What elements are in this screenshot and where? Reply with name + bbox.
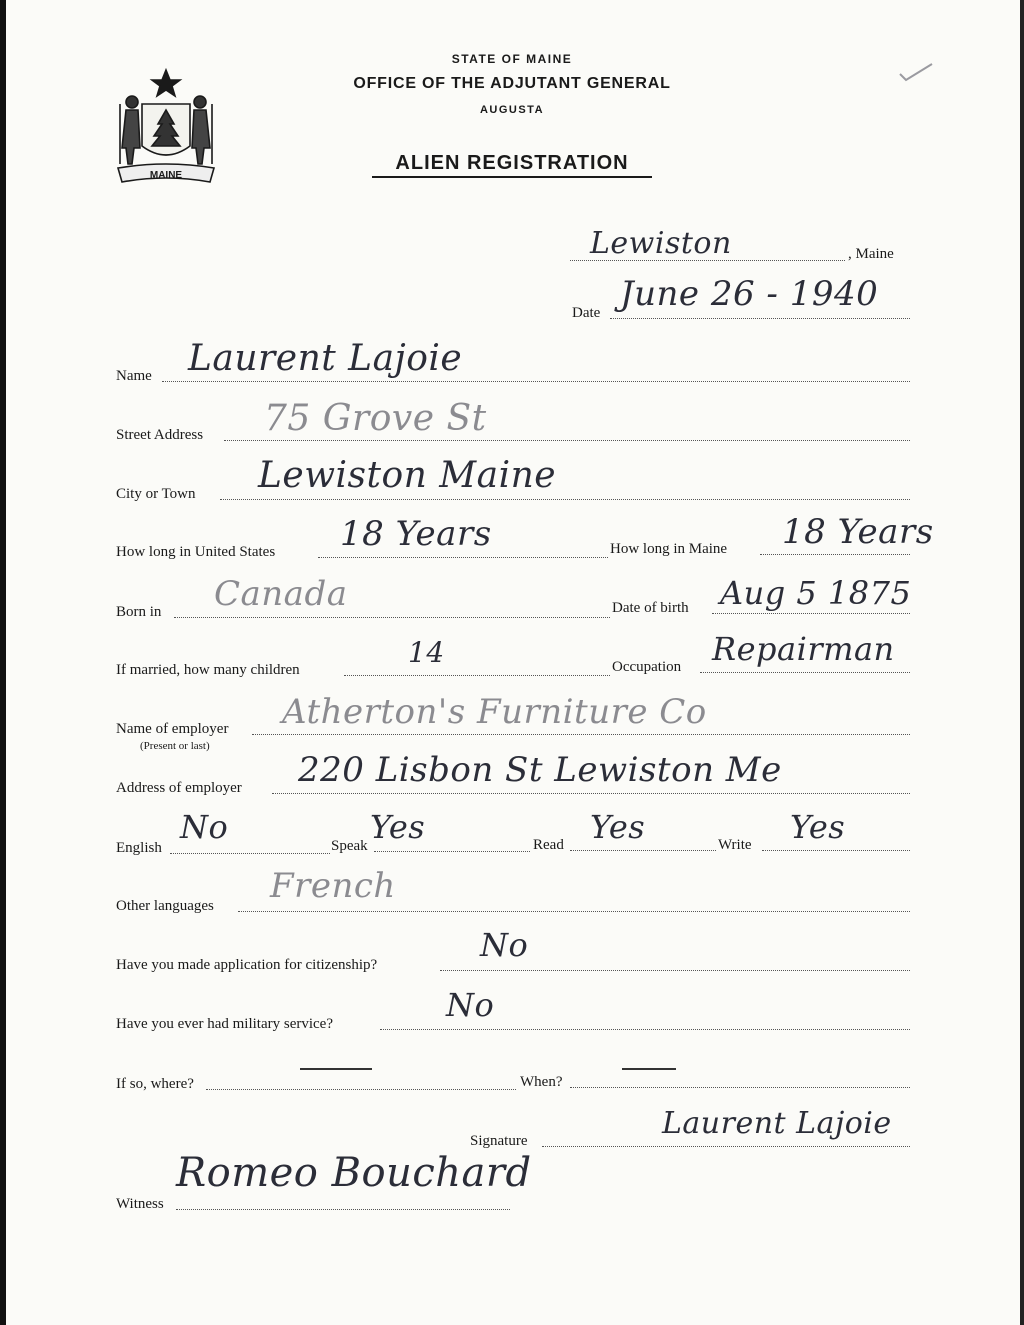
speak-line [374, 851, 530, 852]
write-value: Yes [790, 808, 846, 846]
military-line [380, 1029, 910, 1030]
occupation-value: Repairman [712, 630, 895, 668]
witness-line [176, 1209, 510, 1210]
citizenship-line [440, 970, 910, 971]
scan-edge-left [0, 0, 6, 1325]
signature-line [542, 1146, 910, 1147]
witness-label: Witness [116, 1196, 164, 1212]
read-line [570, 850, 716, 851]
english-value: No [180, 808, 229, 846]
military-label: Have you ever had military service? [116, 1016, 333, 1032]
english-line [170, 853, 330, 854]
dob-line [712, 613, 910, 614]
name-line [162, 381, 910, 382]
born-value: Canada [214, 574, 348, 614]
maine-value: 18 Years [782, 512, 934, 552]
date-value: June 26 - 1940 [620, 274, 879, 314]
employer-value: Atherton's Furniture Co [282, 692, 707, 732]
read-value: Yes [590, 808, 646, 846]
where-dash [300, 1068, 372, 1070]
other-lang-line [238, 911, 910, 912]
city-label: City or Town [116, 486, 196, 502]
occupation-line [700, 672, 910, 673]
us-line [318, 557, 608, 558]
header-city: AUGUSTA [479, 104, 545, 116]
employer-sublabel: (Present or last) [140, 740, 210, 752]
name-value: Laurent Lajoie [188, 338, 463, 379]
us-label: How long in United States [116, 544, 276, 560]
where-line [206, 1089, 516, 1090]
citizenship-label: Have you made application for citizenship? [116, 957, 378, 973]
title-underline [372, 176, 652, 178]
read-label: Read [533, 837, 564, 853]
place-value: Lewiston [590, 226, 732, 261]
date-label: Date [572, 305, 601, 321]
born-label: Born in [116, 604, 162, 620]
other-lang-label: Other languages [116, 898, 214, 914]
signature-label: Signature [470, 1133, 528, 1149]
children-line [344, 675, 610, 676]
header-office: OFFICE OF THE ADJUTANT GENERAL [353, 75, 671, 92]
military-value: No [446, 986, 495, 1024]
when-dash [622, 1068, 676, 1070]
english-label: English [116, 840, 162, 856]
date-line [610, 318, 910, 319]
form-title: ALIEN REGISTRATION [395, 152, 629, 174]
employer-line [252, 734, 910, 735]
maine-line [760, 554, 910, 555]
write-line [762, 850, 910, 851]
scan-edge-right [1020, 0, 1024, 1325]
citizenship-value: No [480, 926, 529, 964]
dob-label: Date of birth [612, 600, 689, 616]
occupation-label: Occupation [612, 659, 682, 675]
city-line [220, 499, 910, 500]
when-line [570, 1087, 910, 1088]
speak-label: Speak [331, 838, 368, 854]
name-label: Name [116, 368, 152, 384]
seal-ribbon-text: MAINE [149, 170, 183, 181]
witness-value: Romeo Bouchard [176, 1150, 532, 1196]
other-lang-value: French [270, 866, 396, 906]
born-line [174, 617, 610, 618]
header-state: STATE OF MAINE [451, 52, 573, 66]
employer-address-label: Address of employer [116, 780, 242, 796]
when-label: When? [520, 1074, 563, 1090]
employer-address-value: 220 Lisbon St Lewiston Me [298, 750, 782, 790]
us-value: 18 Years [340, 514, 492, 554]
street-value: 75 Grove St [264, 398, 487, 439]
maine-suffix: , Maine [848, 246, 894, 262]
speak-value: Yes [370, 808, 426, 846]
employer-address-line [272, 793, 910, 794]
employer-label: Name of employer [116, 721, 229, 737]
children-value: 14 [408, 636, 445, 669]
maine-label: How long in Maine [610, 541, 728, 557]
where-label: If so, where? [116, 1076, 194, 1092]
signature-value: Laurent Lajoie [662, 1106, 892, 1141]
street-label: Street Address [116, 427, 204, 443]
street-line [224, 440, 910, 441]
dob-value: Aug 5 1875 [720, 574, 912, 612]
city-value: Lewiston Maine [258, 455, 557, 496]
write-label: Write [718, 837, 752, 853]
children-label: If married, how many children [116, 662, 300, 678]
